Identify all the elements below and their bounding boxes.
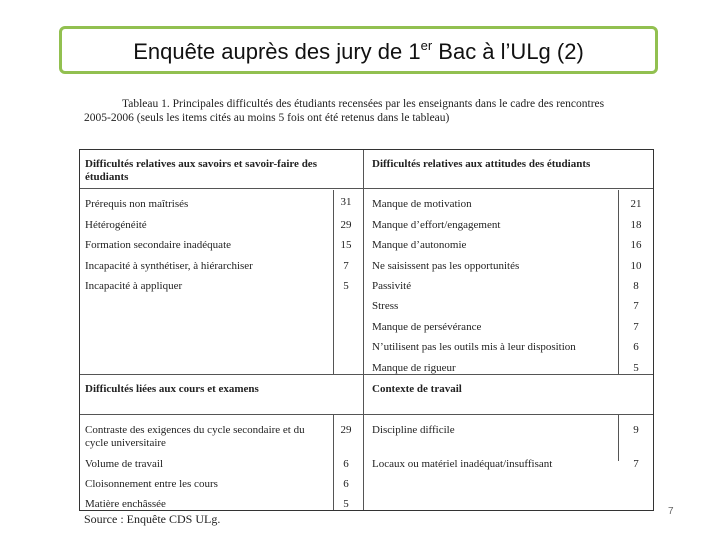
divider-header-top [80, 188, 653, 189]
divider-header-bottom [80, 414, 653, 415]
table-row-value: 6 [633, 341, 639, 353]
title-main: Enquête auprès des jury de 1 [133, 39, 421, 64]
table-row-label: Incapacité à appliquer [85, 280, 183, 292]
title-box [59, 26, 658, 74]
divider-section [80, 374, 653, 375]
divider-right-num-top [618, 190, 619, 374]
table-row-value: 18 [630, 219, 642, 231]
table-row-value: 5 [343, 498, 349, 510]
table-row-value: 16 [630, 239, 642, 251]
table-row-value: 8 [633, 280, 639, 292]
table-row-label: Manque de persévérance [372, 321, 482, 333]
table-row-label: Prérequis non maîtrisés [85, 198, 189, 210]
table-row-value: 5 [633, 362, 639, 374]
table-row-value: 31 [340, 196, 352, 208]
divider-left-num-top [333, 190, 334, 374]
table-row-value: 29 [340, 424, 352, 436]
source-note: Source : Enquête CDS ULg. [84, 512, 221, 526]
table-row-label-cont: cycle universitaire [85, 437, 166, 449]
divider-right-num-bottom [618, 415, 619, 461]
slide-title [62, 39, 655, 65]
header-savoirs: Difficultés relatives aux savoirs et savoir-faire des étudiants [85, 158, 317, 183]
table-row-label: Discipline difficile [372, 424, 455, 436]
table-row-label: Manque de rigueur [372, 362, 456, 374]
table-row-label: Manque d’autonomie [372, 239, 467, 251]
table-row-value: 6 [343, 478, 349, 490]
table-row-label: Manque d’effort/engagement [372, 219, 501, 231]
header-attitudes: Difficultés relatives aux attitudes des étudiants [372, 158, 591, 170]
difficulties-table [79, 149, 654, 511]
table-row-value: 15 [340, 239, 352, 251]
header-cours-examens: Difficultés liées aux cours et examens [85, 383, 259, 395]
table-row-label: Manque de motivation [372, 198, 472, 210]
table-row-value: 7 [343, 260, 349, 272]
table-row-label: Formation secondaire inadéquate [85, 239, 232, 251]
table-row-label: Cloisonnement entre les cours [85, 478, 218, 490]
table-row-label: Incapacité à synthétiser, à hiérarchiser [85, 260, 253, 272]
table-row-label: Ne saisissent pas les opportunités [372, 260, 520, 272]
table-row-value: 5 [343, 280, 349, 292]
table-row-value: 7 [633, 321, 639, 333]
table-row-value: 9 [633, 424, 639, 436]
table-row-label: Contraste des exigences du cycle secondaire et du [85, 424, 305, 436]
table-row-label: Passivité [372, 280, 412, 292]
header-contexte-travail: Contexte de travail [372, 383, 462, 395]
table-row-label: Volume de travail [85, 458, 163, 470]
caption-line-2: 2005-2006 (seuls les items cités au moins 5 fois ont été retenus dans le tableau) [84, 112, 450, 124]
caption-line-1: Tableau 1. Principales difficultés des étudiants recensées par les enseignants dans le cadre des rencontres [122, 98, 605, 110]
divider-middle [363, 150, 364, 510]
table-row-value: 7 [633, 300, 639, 312]
table-row-label: Locaux ou matériel inadéquat/insuffisant [372, 458, 553, 470]
table-row-label: Hétérogénéité [85, 219, 147, 231]
title-superscript: er [420, 38, 433, 53]
divider-left-num-bottom [333, 415, 334, 510]
table-row-label: Stress [372, 300, 399, 312]
title-tail: Bac à l’ULg (2) [432, 39, 584, 64]
table-row-label: Matière enchâssée [85, 498, 166, 510]
table-row-value: 10 [630, 260, 642, 272]
table-row-label: N’utilisent pas les outils mis à leur disposition [372, 341, 576, 353]
table-caption [84, 97, 656, 125]
page-number: 7 [668, 506, 674, 517]
table-row-value: 21 [630, 198, 642, 210]
table-row-value: 6 [343, 458, 349, 470]
table-row-value: 29 [340, 219, 352, 231]
table-row-value: 7 [633, 458, 639, 470]
